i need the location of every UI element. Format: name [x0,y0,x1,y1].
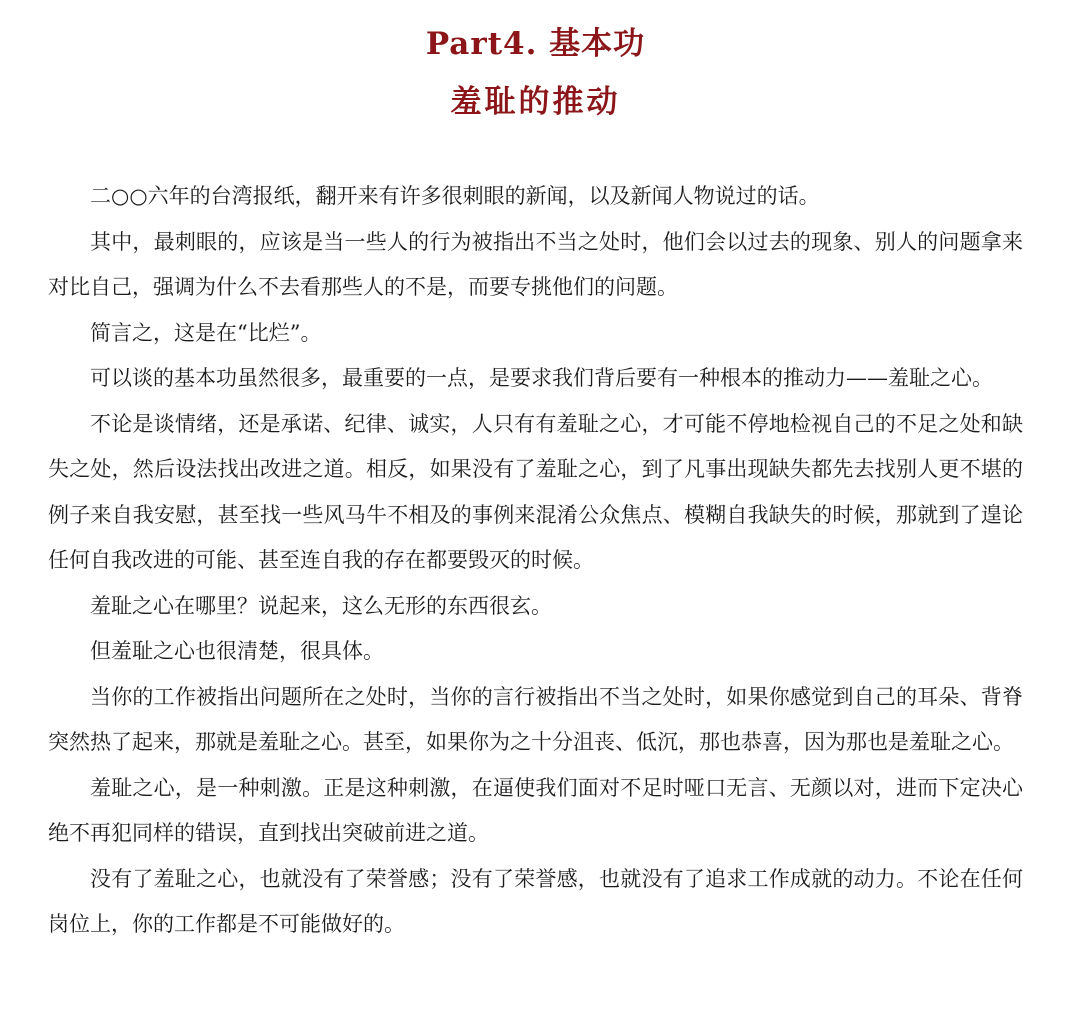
paragraph-9: 羞耻之心，是一种刺激。正是这种刺激，在逼使我们面对不足时哑口无言、无颜以对，进而下定决心绝不再犯同样的错误，直到找出突破前进之道。 [48,775,1023,845]
paragraph-1: 二○○六年的台湾报纸，翻开来有许多很刺眼的新闻，以及新闻人物说过的话。 [90,184,820,208]
chapter-subtitle: 羞耻的推动 [450,84,621,120]
paragraph-8: 当你的工作被指出问题所在之处时，当你的言行被指出不当之处时，如果你感觉到自己的耳朵、背脊突然热了起来，那就是羞耻之心。甚至，如果你为之十分沮丧、低沉，那也恭喜，因为那也是羞耻之心。 [48,684,1023,754]
chapter-title: Part4. 基本功 [425,26,646,62]
paragraph-5: 不论是谈情绪，还是承诺、纪律、诚实，人只有有羞耻之心，才可能不停地检视自己的不足之处和缺失之处，然后设法找出改进之道。相反，如果没有了羞耻之心，到了凡事出现缺失都先去找别人更不堪的例子来自我安慰，甚至找一些风马牛不相及的事例来混淆公众焦点、模糊自我缺失的时候，那就到了遑论任何自我改进的可能、甚至连自我的存在都要毁灭的时候。 [48,411,1023,572]
paragraph-6: 羞耻之心在哪里？说起来，这么无形的东西很玄。 [90,593,552,618]
paragraph-2: 其中，最刺眼的，应该是当一些人的行为被指出不当之处时，他们会以过去的现象、别人的问题拿来对比自己，强调为什么不去看那些人的不是，而要专挑他们的问题。 [48,229,1023,299]
paragraph-10: 没有了羞耻之心，也就没有了荣誉感；没有了荣誉感，也就没有了追求工作成就的动力。不论在任何岗位上，你的工作都是不可能做好的。 [48,866,1023,936]
article-body [48,174,1023,948]
paragraph-3: 简言之，这是在“比烂”。 [90,320,322,345]
paragraph-7: 但羞耻之心也很清楚，很具体。 [90,639,384,663]
paragraph-4: 可以谈的基本功虽然很多，最重要的一点，是要求我们背后要有一种根本的推动力——羞耻之心。 [90,366,993,390]
